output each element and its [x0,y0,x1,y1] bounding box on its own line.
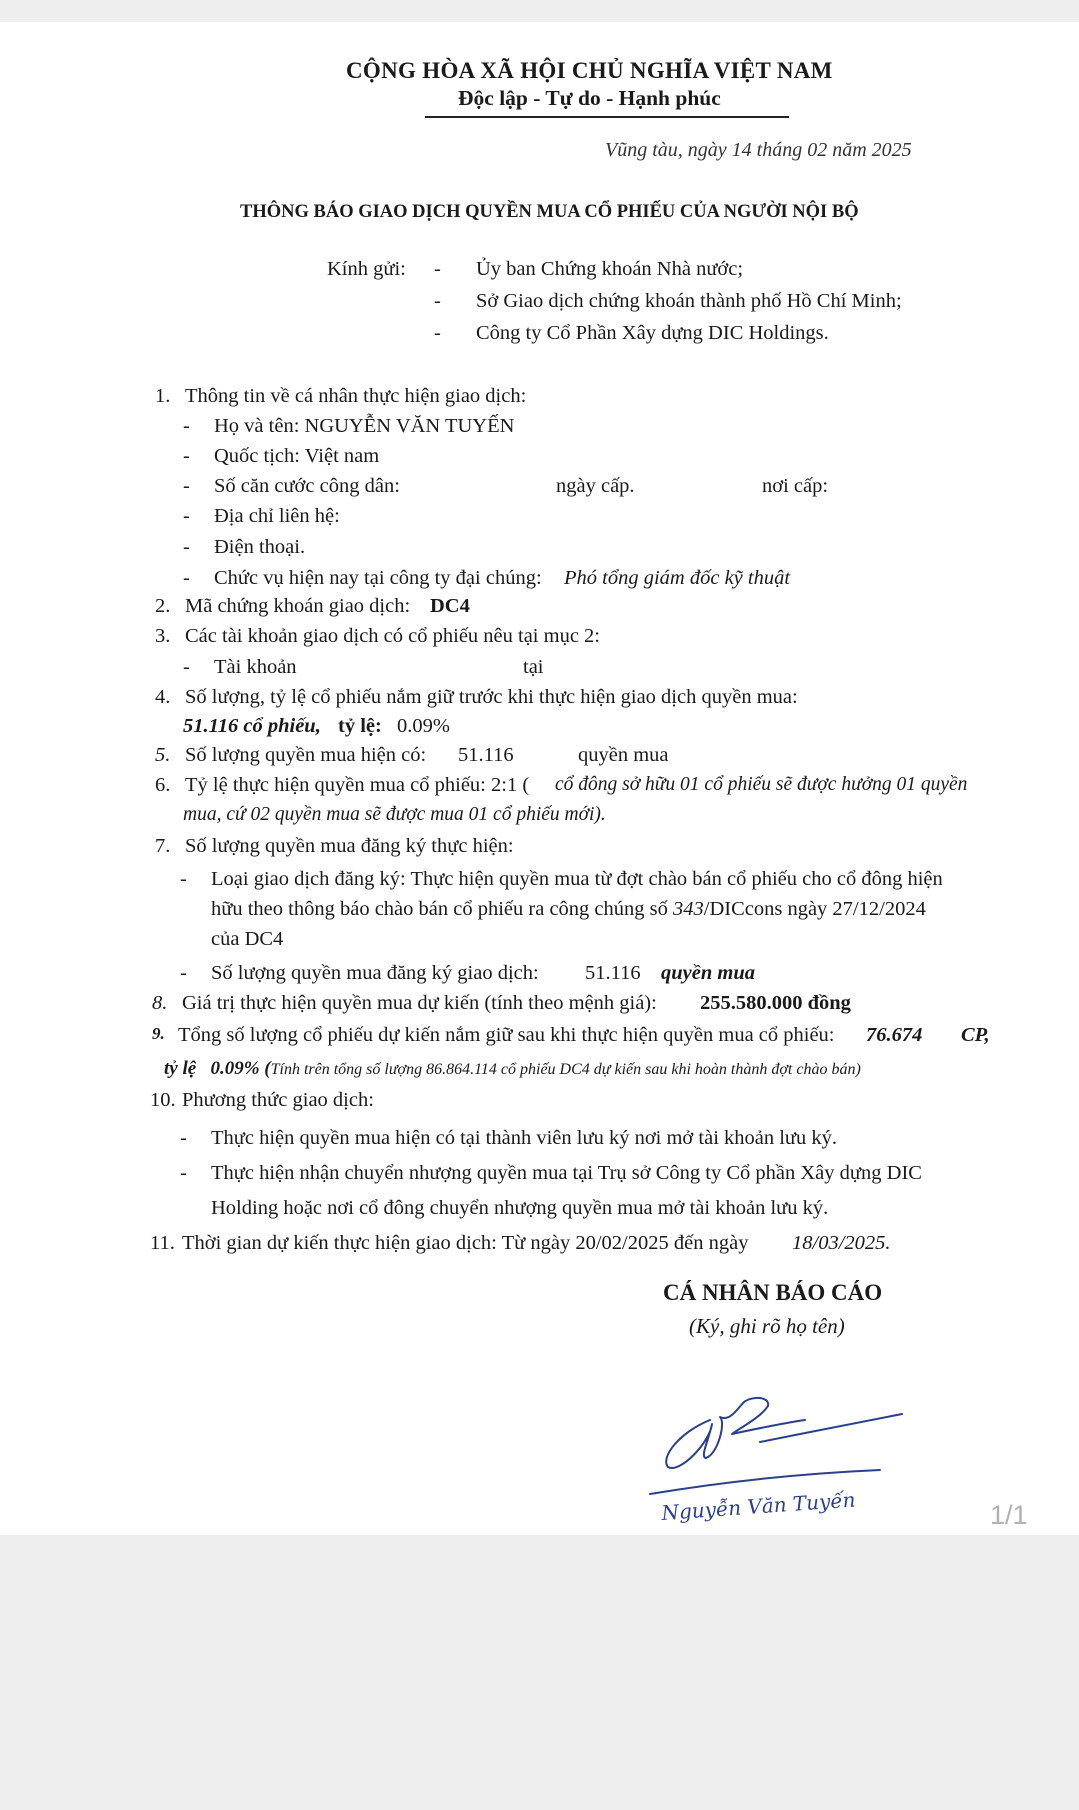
bullet-dash: - [180,1162,187,1184]
recipient-dash: - [434,258,441,280]
transaction-period-label: Thời gian dự kiến thực hiện giao dịch: Từ ngày 20/02/2025 đến ngày [182,1232,749,1254]
national-title: CỘNG HÒA XÃ HỘI CHỦ NGHĨA VIỆT NAM [346,58,833,83]
ratio-after-label: tỷ lệ [164,1058,197,1079]
transaction-type-line [211,898,926,921]
rights-held-unit: quyền mua [578,744,669,766]
bullet-dash: - [180,962,187,984]
account-label: Tài khoản [214,656,297,678]
signature-subtitle: (Ký, ghi rõ họ tên) [689,1314,845,1338]
section-number: 9. [152,1024,165,1043]
section-number: 11. [150,1232,175,1254]
shares-after-unit: CP, [961,1024,990,1046]
section-number: 2. [155,595,171,617]
section-number: 3. [155,625,171,647]
announcement-suffix: /DICcons ngày 27/12/2024 [703,898,926,920]
recipients-label: Kính gửi: [327,258,406,280]
stock-code-label: Mã chứng khoán giao dịch: [185,595,411,617]
recipient-dash: - [434,322,441,344]
ratio-after-value: 0.09% ( [210,1058,271,1079]
bullet-dash: - [183,475,190,497]
ratio-label: tỷ lệ: [338,715,382,737]
section-number: 5. [155,744,171,766]
registered-rights-value: 51.116 [585,962,641,984]
national-motto: Độc lập - Tự do - Hạnh phúc [458,86,721,110]
person-address-label: Địa chỉ liên hệ: [214,505,340,527]
bullet-dash: - [183,536,190,558]
transaction-type-line: của DC4 [211,928,284,950]
ratio-after-line [164,1058,861,1080]
section-number: 1. [155,385,171,407]
stock-code-value: DC4 [430,595,470,617]
method-item: Thực hiện quyền mua hiện có tại thành viên lưu ký nơi mở tài khoản lưu ký. [211,1127,838,1149]
section-number: 8. [152,992,168,1014]
place-date: Vũng tàu, ngày 14 tháng 02 năm 2025 [605,139,912,161]
shares-after-label: Tổng số lượng cổ phiếu dự kiến nắm giữ sau khi thực hiện quyền mua cổ phiếu: [178,1024,835,1046]
recipient-dash: - [434,290,441,312]
page-indicator: 1/1 [990,1500,1028,1530]
signature-title: CÁ NHÂN BÁO CÁO [663,1280,883,1305]
announcement-number: 343 [673,898,704,920]
registered-rights-unit: quyền mua [661,962,755,984]
rights-held-label: Số lượng quyền mua hiện có: [185,744,427,766]
exercise-value-label: Giá trị thực hiện quyền mua dự kiến (tính theo mệnh giá): [182,992,657,1014]
bullet-dash: - [183,656,190,678]
method-item: Thực hiện nhận chuyển nhượng quyền mua tại Trụ sở Công ty Cổ phần Xây dựng DIC [211,1162,922,1184]
person-phone-label: Điện thoại. [214,536,306,558]
transaction-period-end: 18/03/2025. [792,1232,891,1254]
section-1-title: Thông tin về cá nhân thực hiện giao dịch: [185,385,527,407]
exercise-ratio-label: Tỷ lệ thực hiện quyền mua cổ phiếu: 2:1 ( [185,774,530,796]
motto-underline [425,116,789,118]
ratio-before: 0.09% [397,715,450,737]
section-7-title: Số lượng quyền mua đăng ký thực hiện: [185,835,514,857]
section-number: 4. [155,686,171,708]
person-id-place-label: nơi cấp: [762,475,829,497]
section-number: 10. [150,1089,176,1111]
section-4-title: Số lượng, tỷ lệ cổ phiếu nắm giữ trước khi thực hiện giao dịch quyền mua: [185,686,798,708]
section-3-title: Các tài khoản giao dịch có cổ phiếu nêu tại mục 2: [185,625,600,647]
recipient-item: Sở Giao dịch chứng khoán thành phố Hồ Chí Minh; [476,290,902,312]
handwritten-signature [640,1362,960,1532]
section-number: 7. [155,835,171,857]
person-position-value: Phó tổng giám đốc kỹ thuật [564,567,791,589]
document-title: THÔNG BÁO GIAO DỊCH QUYỀN MUA CỔ PHIẾU CỦA NGƯỜI NỘI BỘ [240,202,859,222]
person-name: Họ và tên: NGUYỄN VĂN TUYẾN [214,415,515,437]
bullet-dash: - [183,445,190,467]
transaction-type-text: hữu theo thông báo chào bán cổ phiếu ra công chúng số [211,898,668,920]
person-id-label: Số căn cước công dân: [214,475,400,497]
handwritten-name: Nguyễn Văn Tuyến [660,1487,857,1525]
bullet-dash: - [183,415,190,437]
rights-held-value: 51.116 [458,744,514,766]
recipient-item: Công ty Cổ Phần Xây dựng DIC Holdings. [476,322,829,344]
bullet-dash: - [180,868,187,890]
section-10-title: Phương thức giao dịch: [182,1089,374,1111]
method-item-cont: Holding hoặc nơi cổ đông chuyển nhượng quyền mua mở tài khoản lưu ký. [211,1197,829,1219]
person-position-label: Chức vụ hiện nay tại công ty đại chúng: [214,567,542,589]
document-page [0,22,1079,1535]
ratio-after-note: Tính trên tổng số lượng 86.864.114 cổ phiếu DC4 dự kiến sau khi hoàn thành đợt chào bán) [270,1061,861,1078]
section-number: 6. [155,774,171,796]
registered-rights-label: Số lượng quyền mua đăng ký giao dịch: [211,962,539,984]
shares-after-value: 76.674 [866,1024,923,1046]
exercise-value: 255.580.000 đồng [700,992,851,1014]
recipient-item: Ủy ban Chứng khoán Nhà nước; [476,258,744,280]
bullet-dash: - [180,1127,187,1149]
account-at-label: tại [523,656,544,678]
bullet-dash: - [183,567,190,589]
bullet-dash: - [183,505,190,527]
exercise-ratio-note-cont: mua, cứ 02 quyền mua sẽ được mua 01 cổ phiếu mới). [183,804,606,825]
person-nationality: Quốc tịch: Việt nam [214,445,380,467]
exercise-ratio-note: cổ đông sở hữu 01 cổ phiếu sẽ được hưởng 01 quyền [555,774,968,795]
transaction-type-line: Loại giao dịch đăng ký: Thực hiện quyền mua từ đợt chào bán cổ phiếu cho cổ đông hiện [211,868,943,890]
shares-before: 51.116 cổ phiếu, [183,715,321,737]
person-id-date-label: ngày cấp. [556,475,635,497]
